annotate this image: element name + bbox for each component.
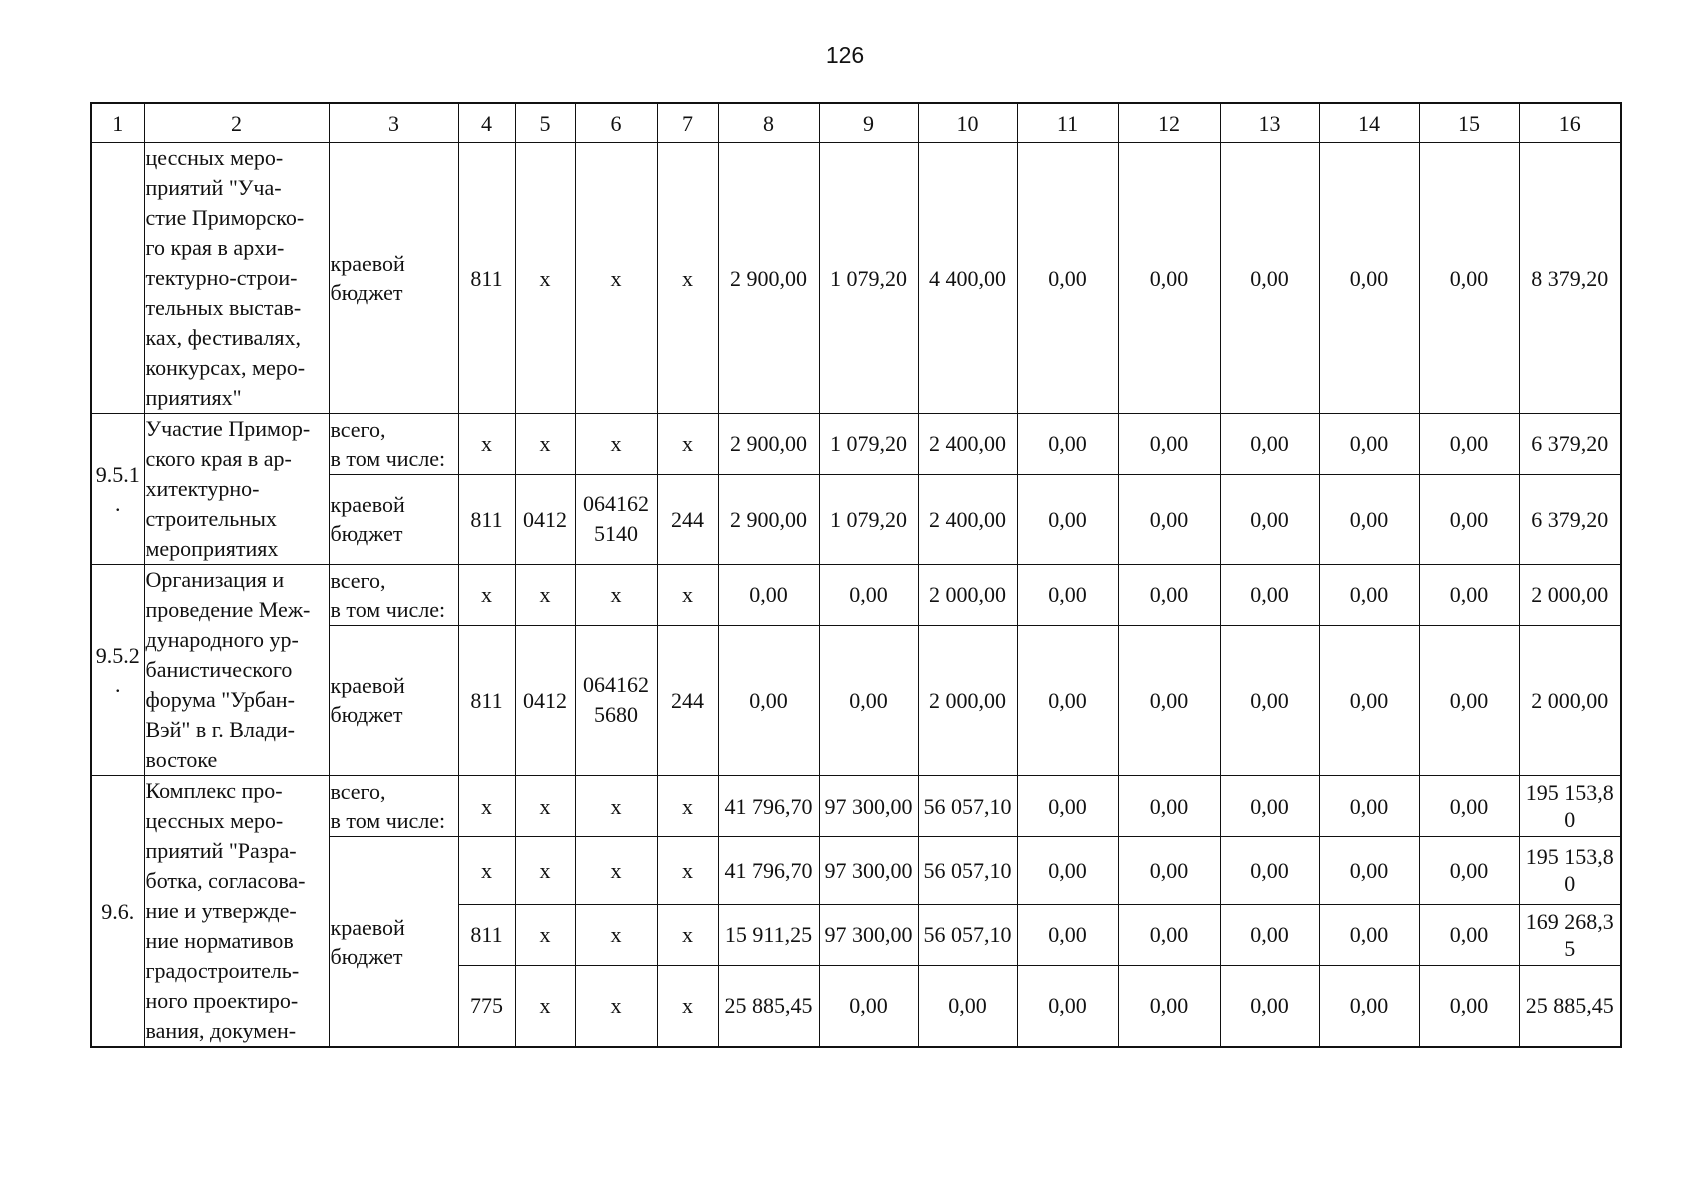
amount-cell: 25 885,45 — [718, 965, 819, 1047]
expense-type-cell: 244 — [657, 625, 718, 775]
section-code-cell: х — [515, 414, 575, 475]
amount-cell: 2 900,00 — [718, 414, 819, 475]
amount-cell: 0,00 — [1220, 565, 1319, 626]
table-row — [91, 414, 1621, 475]
column-header: 2 — [144, 103, 329, 143]
table-row — [91, 143, 1621, 414]
activity-name: Комплекс про- цессных меро- приятий "Разра- ботка, согласова- ние и утвержде- ние нормативов градостроитель- ного проектиро- вания, докумен- — [145, 778, 306, 1043]
section-code-cell: 0412 — [515, 474, 575, 564]
amount-cell: 0,00 — [1419, 414, 1519, 475]
amount-cell: 0,00 — [1419, 965, 1519, 1047]
expense-type-cell: х — [657, 837, 718, 905]
target-code-cell: х — [575, 143, 657, 414]
column-header: 6 — [575, 103, 657, 143]
ministry-code-cell: х — [458, 565, 515, 626]
amount-cell: 0,00 — [1419, 776, 1519, 837]
section-code-cell: х — [515, 904, 575, 965]
total-cell: 195 153,8 0 — [1519, 776, 1621, 837]
amount-cell: 0,00 — [1118, 837, 1220, 905]
expense-type-cell: х — [657, 143, 718, 414]
column-header: 8 — [718, 103, 819, 143]
amount-cell: 0,00 — [1319, 904, 1419, 965]
target-code-cell: х — [575, 965, 657, 1047]
column-header: 15 — [1419, 103, 1519, 143]
column-header: 4 — [458, 103, 515, 143]
amount-cell: 0,00 — [1017, 965, 1118, 1047]
amount-cell: 97 300,00 — [819, 776, 918, 837]
amount-cell: 1 079,20 — [819, 143, 918, 414]
amount-cell: 0,00 — [718, 625, 819, 775]
amount-cell: 0,00 — [1319, 776, 1419, 837]
total-cell: 8 379,20 — [1519, 143, 1621, 414]
amount-cell: 0,00 — [718, 565, 819, 626]
activity-name: цессных меро- приятий "Уча- стие Приморско- го края в архи- тектурно-строи- тельных выстав- ках, фестивалях, конкурсах, меро- приятиях" — [145, 145, 306, 410]
amount-cell: 0,00 — [1118, 143, 1220, 414]
total-cell: 195 153,8 0 — [1519, 837, 1621, 905]
amount-cell: 0,00 — [1118, 904, 1220, 965]
column-header: 10 — [918, 103, 1017, 143]
column-header: 11 — [1017, 103, 1118, 143]
amount-cell: 56 057,10 — [918, 837, 1017, 905]
amount-cell: 0,00 — [1220, 143, 1319, 414]
budget-table — [90, 102, 1622, 1048]
amount-cell: 0,00 — [1220, 414, 1319, 475]
expense-type-cell: х — [657, 965, 718, 1047]
ministry-code-cell: х — [458, 776, 515, 837]
amount-cell: 0,00 — [1220, 625, 1319, 775]
total-cell: 6 379,20 — [1519, 414, 1621, 475]
amount-cell: 41 796,70 — [718, 837, 819, 905]
amount-cell: 0,00 — [1419, 565, 1519, 626]
target-code-cell: х — [575, 776, 657, 837]
column-header: 1 — [91, 103, 144, 143]
amount-cell: 0,00 — [1017, 565, 1118, 626]
amount-cell: 0,00 — [918, 965, 1017, 1047]
amount-cell: 41 796,70 — [718, 776, 819, 837]
ministry-code-cell: х — [458, 837, 515, 905]
section-code-cell: х — [515, 565, 575, 626]
row-id-cell — [91, 143, 144, 414]
amount-cell: 0,00 — [1118, 565, 1220, 626]
ministry-code-cell: х — [458, 414, 515, 475]
amount-cell: 2 900,00 — [718, 474, 819, 564]
activity-name: Участие Примор- ского края в ар- хитектурно- строительных мероприятиях — [145, 416, 311, 561]
column-header: 9 — [819, 103, 918, 143]
amount-cell: 97 300,00 — [819, 837, 918, 905]
amount-cell: 0,00 — [1419, 143, 1519, 414]
amount-cell: 0,00 — [1017, 776, 1118, 837]
section-code-cell: 0412 — [515, 625, 575, 775]
expense-type-cell: х — [657, 565, 718, 626]
ministry-code-cell: 775 — [458, 965, 515, 1047]
funding-source-cell: краевой бюджет — [329, 625, 458, 775]
amount-cell: 2 000,00 — [918, 625, 1017, 775]
amount-cell: 0,00 — [1017, 143, 1118, 414]
amount-cell: 0,00 — [1319, 143, 1419, 414]
amount-cell: 0,00 — [1319, 474, 1419, 564]
total-cell: 2 000,00 — [1519, 565, 1621, 626]
amount-cell: 0,00 — [1017, 414, 1118, 475]
column-header: 12 — [1118, 103, 1220, 143]
amount-cell: 0,00 — [1017, 625, 1118, 775]
amount-cell: 0,00 — [1220, 904, 1319, 965]
target-code-cell: 064162 5140 — [575, 474, 657, 564]
amount-cell: 0,00 — [1220, 965, 1319, 1047]
total-cell: 2 000,00 — [1519, 625, 1621, 775]
activity-name-cell — [144, 143, 329, 414]
funding-source-cell: всего, в том числе: — [329, 565, 458, 626]
amount-cell: 0,00 — [1319, 414, 1419, 475]
amount-cell: 0,00 — [1319, 837, 1419, 905]
amount-cell: 0,00 — [1319, 625, 1419, 775]
column-header: 5 — [515, 103, 575, 143]
amount-cell: 0,00 — [1017, 474, 1118, 564]
amount-cell: 0,00 — [1319, 965, 1419, 1047]
expense-type-cell: х — [657, 904, 718, 965]
amount-cell: 0,00 — [1419, 837, 1519, 905]
table-row — [91, 776, 1621, 837]
amount-cell: 2 000,00 — [918, 565, 1017, 626]
column-header: 16 — [1519, 103, 1621, 143]
total-cell: 25 885,45 — [1519, 965, 1621, 1047]
amount-cell: 15 911,25 — [718, 904, 819, 965]
section-code-cell: х — [515, 143, 575, 414]
funding-source-cell: всего, в том числе: — [329, 776, 458, 837]
amount-cell: 0,00 — [1220, 776, 1319, 837]
amount-cell: 0,00 — [1220, 837, 1319, 905]
ministry-code-cell: 811 — [458, 474, 515, 564]
expense-type-cell: х — [657, 776, 718, 837]
amount-cell: 0,00 — [1419, 904, 1519, 965]
expense-type-cell: 244 — [657, 474, 718, 564]
ministry-code-cell: 811 — [458, 143, 515, 414]
column-header: 13 — [1220, 103, 1319, 143]
amount-cell: 0,00 — [1118, 474, 1220, 564]
target-code-cell: х — [575, 837, 657, 905]
target-code-cell: х — [575, 565, 657, 626]
amount-cell: 56 057,10 — [918, 776, 1017, 837]
amount-cell: 1 079,20 — [819, 414, 918, 475]
section-code-cell: х — [515, 776, 575, 837]
activity-name-cell — [144, 565, 329, 776]
funding-source-cell: краевой бюджет — [329, 837, 458, 1048]
amount-cell: 0,00 — [819, 965, 918, 1047]
page-number: 126 — [825, 42, 865, 68]
amount-cell: 0,00 — [1017, 904, 1118, 965]
amount-cell: 0,00 — [1220, 474, 1319, 564]
funding-source-cell: краевой бюджет — [329, 143, 458, 414]
amount-cell: 0,00 — [1118, 965, 1220, 1047]
funding-source-cell: всего, в том числе: — [329, 414, 458, 475]
total-cell: 169 268,3 5 — [1519, 904, 1621, 965]
header-row — [91, 103, 1621, 143]
amount-cell: 97 300,00 — [819, 904, 918, 965]
target-code-cell: х — [575, 414, 657, 475]
row-id-cell: 9.5.2 . — [91, 565, 144, 776]
amount-cell: 0,00 — [819, 625, 918, 775]
target-code-cell: 064162 5680 — [575, 625, 657, 775]
table-row — [91, 565, 1621, 626]
column-header: 3 — [329, 103, 458, 143]
section-code-cell: х — [515, 837, 575, 905]
amount-cell: 0,00 — [819, 565, 918, 626]
amount-cell: 2 900,00 — [718, 143, 819, 414]
amount-cell: 2 400,00 — [918, 474, 1017, 564]
column-header: 7 — [657, 103, 718, 143]
row-id-cell: 9.5.1 . — [91, 414, 144, 565]
total-cell: 6 379,20 — [1519, 474, 1621, 564]
row-id-cell: 9.6. — [91, 776, 144, 1048]
amount-cell: 56 057,10 — [918, 904, 1017, 965]
section-code-cell: х — [515, 965, 575, 1047]
ministry-code-cell: 811 — [458, 625, 515, 775]
amount-cell: 4 400,00 — [918, 143, 1017, 414]
ministry-code-cell: 811 — [458, 904, 515, 965]
amount-cell: 0,00 — [1118, 625, 1220, 775]
amount-cell: 0,00 — [1319, 565, 1419, 626]
funding-source-cell: краевой бюджет — [329, 474, 458, 564]
activity-name-cell — [144, 776, 329, 1048]
activity-name-cell — [144, 414, 329, 565]
target-code-cell: х — [575, 904, 657, 965]
amount-cell: 1 079,20 — [819, 474, 918, 564]
amount-cell: 2 400,00 — [918, 414, 1017, 475]
expense-type-cell: х — [657, 414, 718, 475]
amount-cell: 0,00 — [1419, 474, 1519, 564]
activity-name: Организация и проведение Меж- дународного ур- банистического форума "Урбан- Вэй" в г. Влади- востоке — [145, 567, 311, 772]
amount-cell: 0,00 — [1017, 837, 1118, 905]
amount-cell: 0,00 — [1118, 414, 1220, 475]
column-header: 14 — [1319, 103, 1419, 143]
amount-cell: 0,00 — [1118, 776, 1220, 837]
amount-cell: 0,00 — [1419, 625, 1519, 775]
